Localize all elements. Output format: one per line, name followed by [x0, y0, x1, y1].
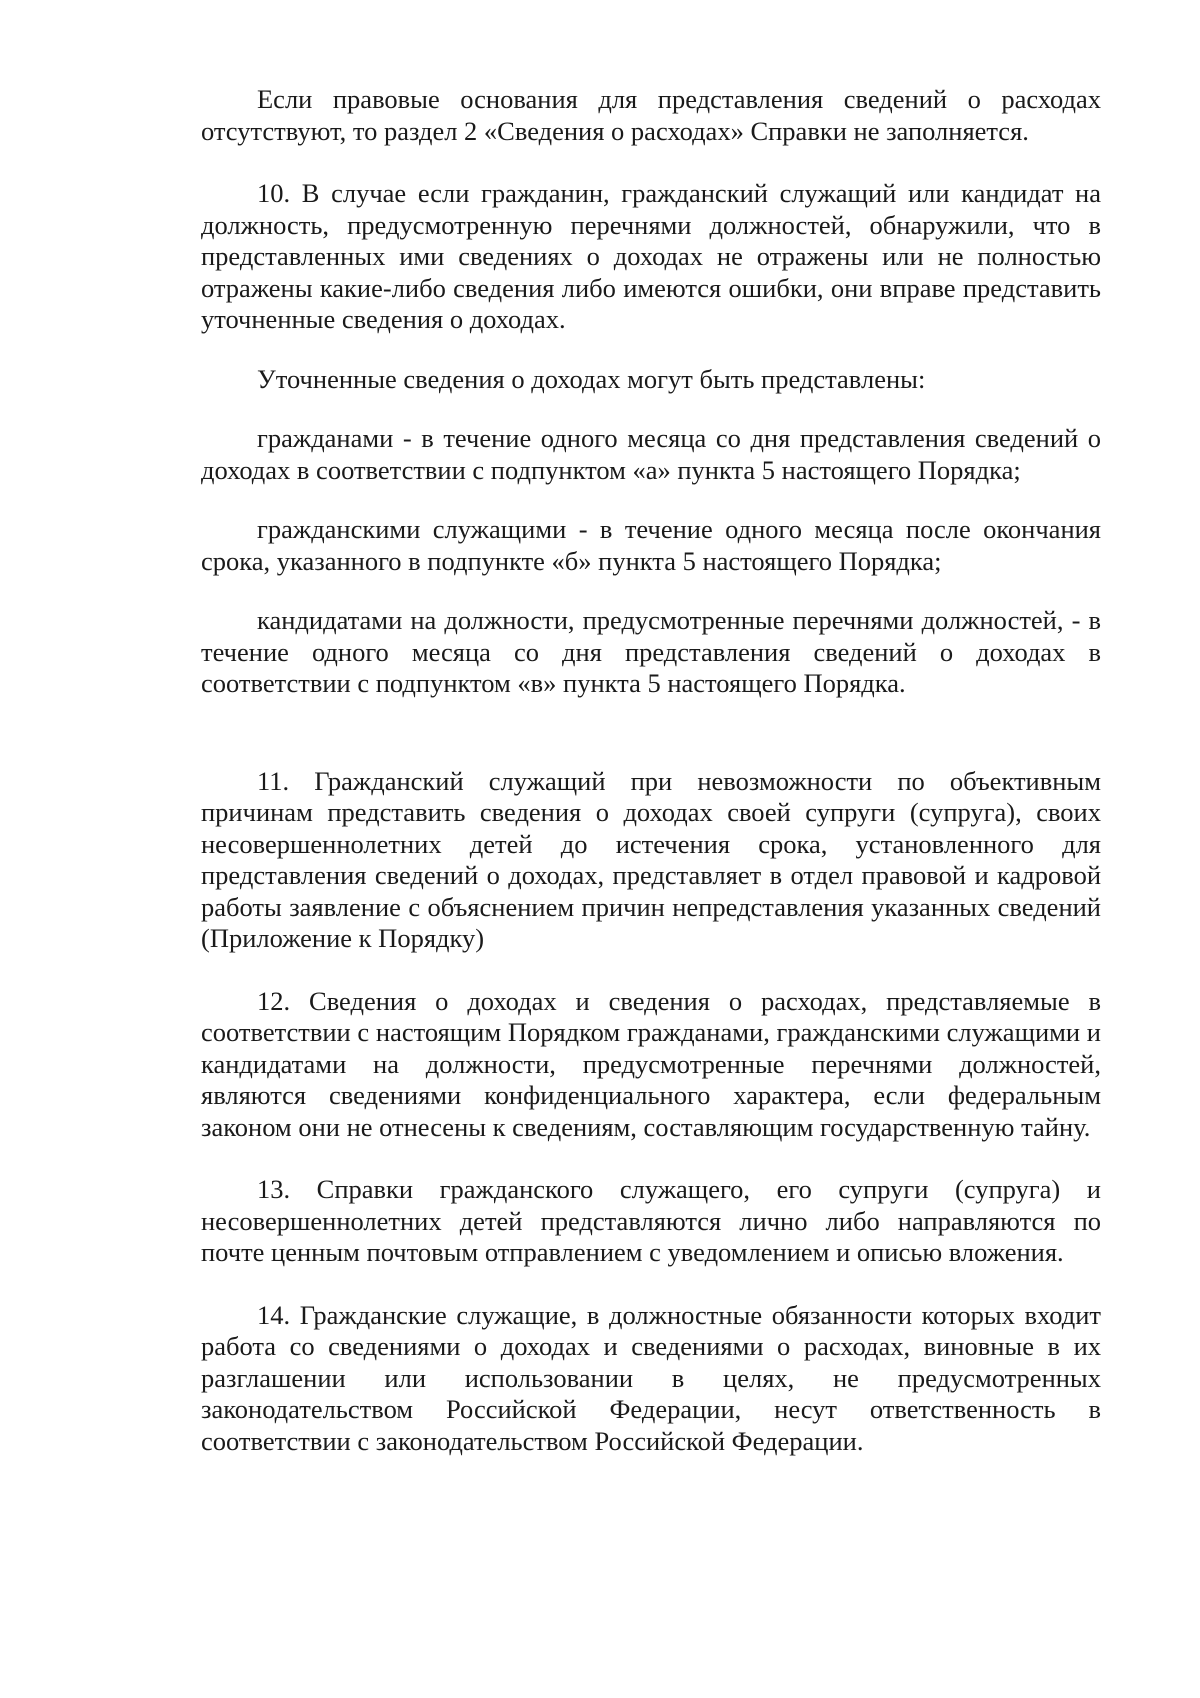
paragraph-clause-10: 10. В случае если гражданин, гражданский служащий или кандидат на должность, предусмотренную перечнями должностей, обнаружили, что в представленных ими сведениях о доходах не отражены или не полностью отражены какие-либо сведения либо имеются ошибки, они вправе представить уточненные сведения о доходах. — [201, 178, 1101, 334]
paragraph-clause-14: 14. Гражданские служащие, в должностные обязанности которых входит работа со сведениями о доходах и сведениями о расходах, виновные в их разглашении или использовании в целях, не предусмотренных законодательством Российской Федерации, несут ответственность в соответствии с законодательством Российской Федерации. — [201, 1299, 1101, 1456]
paragraph-citizens-term: гражданами - в течение одного месяца со дня представления сведений о доходах в соответствии с подпунктом «а» пункта 5 настоящего Порядка; — [201, 423, 1101, 485]
paragraph-candidates-term: кандидатами на должности, предусмотренные перечнями должностей, - в течение одного месяца со дня представления сведений о доходах в соответствии с подпунктом «в» пункта 5 настоящего Порядка. — [201, 605, 1101, 698]
paragraph-clause-12: 12. Сведения о доходах и сведения о расходах, представляемые в соответствии с настоящим Порядком гражданами, гражданскими служащими и кандидатами на должности, предусмотренные перечнями должностей, являются сведениями конфиденциального характера, если федеральным законом они не отнесены к сведениям, составляющим государственную тайну. — [201, 985, 1101, 1142]
paragraph-corrected-info-intro: Уточненные сведения о доходах могут быть представлены: — [257, 363, 926, 394]
document-body — [201, 84, 1101, 1457]
paragraph-expenses-note: Если правовые основания для представления сведений о расходах отсутствуют, то раздел 2 «Сведения о расходах» Справки не заполняется. — [201, 84, 1101, 146]
paragraph-clause-13: 13. Справки гражданского служащего, его супруги (супруга) и несовершеннолетних детей представляются лично либо направляются по почте ценным почтовым отправлением с уведомлением и описью вложения. — [201, 1174, 1101, 1267]
paragraph-civil-servants-term: гражданскими служащими - в течение одного месяца после окончания срока, указанного в подпункте «б» пункта 5 настоящего Порядка; — [201, 514, 1101, 576]
paragraph-clause-11: 11. Гражданский служащий при невозможности по объективным причинам представить сведения о доходах своей супруги (супруга), своих несовершеннолетних детей до истечения срока, установленного для представления сведений о доходах, представляет в отдел правовой и кадровой работы заявление с объяснением причин непредставления указанных сведений (Приложение к Порядку) — [201, 765, 1101, 953]
